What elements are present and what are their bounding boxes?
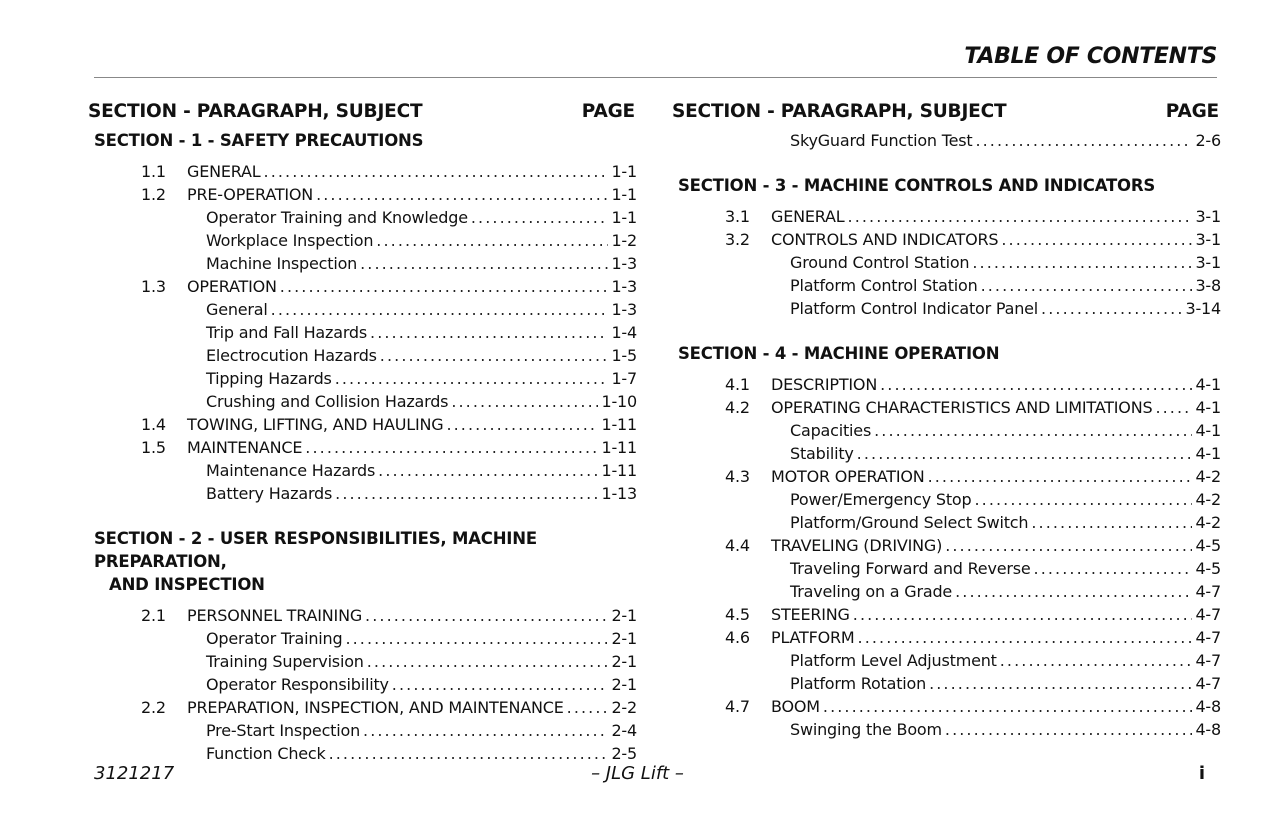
toc-entry[interactable] (672, 534, 1221, 557)
toc-entry-number: 3.1 (725, 207, 750, 226)
dot-leader (370, 321, 608, 344)
toc-entry[interactable] (88, 413, 637, 436)
dot-leader (305, 436, 598, 459)
toc-entry[interactable] (672, 465, 1221, 488)
toc-entry[interactable] (672, 511, 1221, 534)
section-heading-3: SECTION - 3 - MACHINE CONTROLS AND INDICATORS (678, 176, 1156, 195)
toc-entry-title: Machine Inspection (206, 254, 358, 273)
toc-entry-page: 4-7 (1195, 582, 1221, 601)
toc-entry-title: BOOM (771, 697, 820, 716)
toc-entry-page: 4-2 (1195, 490, 1221, 509)
section-heading-2 (88, 527, 637, 596)
toc-entry-title: Traveling on a Grade (790, 582, 953, 601)
toc-entry-number: 4.7 (725, 697, 750, 716)
toc-entry[interactable] (672, 603, 1221, 626)
toc-entry[interactable] (672, 129, 1221, 152)
dot-leader (880, 373, 1192, 396)
dot-leader (823, 695, 1192, 718)
toc-entry[interactable] (88, 696, 637, 719)
section-1-entries (88, 160, 637, 505)
toc-entry[interactable] (88, 160, 637, 183)
toc-entry-title: Pre-Start Inspection (206, 721, 361, 740)
toc-entry-page: 2-2 (611, 698, 637, 717)
toc-entry-title: Platform Rotation (790, 674, 927, 693)
toc-column-left (88, 101, 637, 765)
dot-leader (928, 465, 1192, 488)
column-header-subject: SECTION - PARAGRAPH, SUBJECT (672, 101, 1007, 122)
dot-leader (392, 673, 608, 696)
toc-entry-page: 1-13 (601, 484, 637, 503)
toc-entry-page: 2-1 (611, 606, 637, 625)
section-3-entries (672, 205, 1221, 320)
toc-entry[interactable] (88, 604, 637, 627)
toc-entry-number: 1.3 (141, 277, 166, 296)
toc-entry[interactable] (672, 672, 1221, 695)
dot-leader (853, 603, 1192, 626)
toc-entry[interactable] (88, 742, 637, 765)
dot-leader (848, 205, 1192, 228)
toc-entry-title: GENERAL (187, 162, 261, 181)
toc-entry-page: 3-1 (1195, 253, 1221, 272)
toc-entry-title: STEERING (771, 605, 850, 624)
toc-entry[interactable] (672, 718, 1221, 741)
dot-leader (335, 367, 608, 390)
toc-entry-title: Tipping Hazards (206, 369, 332, 388)
dot-leader (874, 419, 1192, 442)
page-number: i (1198, 763, 1205, 784)
toc-entry[interactable] (672, 396, 1221, 419)
title-rule (94, 77, 1217, 78)
dot-leader (981, 274, 1192, 297)
toc-entry[interactable] (672, 695, 1221, 718)
column-header (88, 101, 637, 129)
toc-entry-page: 1-7 (611, 369, 637, 388)
toc-entry-page: 4-1 (1195, 398, 1221, 417)
dot-leader (376, 229, 608, 252)
toc-entry-page: 4-2 (1195, 513, 1221, 532)
toc-entry-page: 2-4 (611, 721, 637, 740)
toc-entry-title: Operator Responsibility (206, 675, 389, 694)
toc-entry-page: 2-6 (1195, 131, 1221, 150)
toc-entry-title: OPERATING CHARACTERISTICS AND LIMITATIONS (771, 398, 1153, 417)
toc-entry[interactable] (88, 650, 637, 673)
toc-entry-page: 1-11 (601, 438, 637, 457)
toc-entry-page: 1-11 (601, 461, 637, 480)
dot-leader (945, 534, 1192, 557)
dot-leader (280, 275, 608, 298)
toc-entry-page: 4-1 (1195, 421, 1221, 440)
toc-entry-page: 1-1 (611, 185, 637, 204)
dot-leader (264, 160, 608, 183)
toc-entry[interactable] (88, 229, 637, 252)
dot-leader (365, 604, 608, 627)
section-heading-4: SECTION - 4 - MACHINE OPERATION (678, 344, 1000, 363)
dot-leader (363, 719, 608, 742)
toc-entry-number: 2.1 (141, 606, 166, 625)
toc-entry[interactable] (88, 183, 637, 206)
toc-entry-page: 1-2 (611, 231, 637, 250)
toc-entry-page: 1-10 (601, 392, 637, 411)
toc-entry-number: 1.5 (141, 438, 166, 457)
toc-entry-page: 1-1 (611, 162, 637, 181)
dot-leader (316, 183, 608, 206)
toc-entry-title: SkyGuard Function Test (790, 131, 973, 150)
toc-entry-page: 2-5 (611, 744, 637, 763)
toc-entry-title: MAINTENANCE (187, 438, 303, 457)
dot-leader (1031, 511, 1192, 534)
toc-entry-title: Battery Hazards (206, 484, 333, 503)
dot-leader (1034, 557, 1192, 580)
toc-entry-title: Capacities (790, 421, 872, 440)
toc-entry-title: TOWING, LIFTING, AND HAULING (187, 415, 444, 434)
toc-entry-number: 2.2 (141, 698, 166, 717)
toc-entry[interactable] (88, 719, 637, 742)
toc-entry[interactable] (672, 557, 1221, 580)
toc-entry-page: 3-1 (1195, 207, 1221, 226)
dot-leader (380, 344, 608, 367)
toc-entry[interactable] (672, 274, 1221, 297)
toc-entry[interactable] (88, 344, 637, 367)
toc-entry-page: 1-3 (611, 277, 637, 296)
toc-entry-page: 4-7 (1195, 628, 1221, 647)
dot-leader (451, 390, 598, 413)
toc-entry-title: Platform Level Adjustment (790, 651, 997, 670)
dot-leader (945, 718, 1192, 741)
dot-leader (929, 672, 1192, 695)
toc-entry-title: Operator Training (206, 629, 343, 648)
doc-number: 3121217 (94, 763, 175, 784)
dot-leader (446, 413, 598, 436)
toc-entry-number: 4.2 (725, 398, 750, 417)
toc-entry-title: MOTOR OPERATION (771, 467, 925, 486)
toc-entry[interactable] (88, 673, 637, 696)
dot-leader (360, 252, 608, 275)
toc-entry-title: Traveling Forward and Reverse (790, 559, 1031, 578)
section-heading-2-line2: AND INSPECTION (109, 575, 265, 594)
dot-leader (1000, 649, 1192, 672)
toc-entry-page: 1-1 (611, 208, 637, 227)
toc-entry-page: 1-11 (601, 415, 637, 434)
dot-leader (329, 742, 608, 765)
toc-entry-page: 4-1 (1195, 375, 1221, 394)
toc-entry-page: 1-5 (611, 346, 637, 365)
dot-leader (1001, 228, 1192, 251)
toc-entry[interactable] (88, 459, 637, 482)
toc-entry[interactable] (672, 373, 1221, 396)
toc-entry[interactable] (672, 649, 1221, 672)
toc-entry[interactable] (88, 275, 637, 298)
toc-entry-title: PRE-OPERATION (187, 185, 314, 204)
toc-entry-title: Function Check (206, 744, 326, 763)
section-2-entries (88, 604, 637, 765)
toc-entry-title: Platform/Ground Select Switch (790, 513, 1029, 532)
toc-entry-title: General (206, 300, 268, 319)
toc-entry-title: Stability (790, 444, 854, 463)
toc-entry-page: 3-14 (1185, 299, 1221, 318)
toc-entry-page: 2-1 (611, 629, 637, 648)
toc-entry-title: PREPARATION, INSPECTION, AND MAINTENANCE (187, 698, 564, 717)
toc-entry-page: 4-8 (1195, 720, 1221, 739)
toc-entry[interactable] (88, 321, 637, 344)
column-header-page: PAGE (581, 101, 635, 122)
toc-entry-page: 2-1 (611, 675, 637, 694)
toc-entry-number: 3.2 (725, 230, 750, 249)
toc-entry-page: 4-7 (1195, 605, 1221, 624)
dot-leader (271, 298, 608, 321)
toc-entry-page: 4-5 (1195, 559, 1221, 578)
toc-entry[interactable] (672, 488, 1221, 511)
toc-entry-page: 1-3 (611, 254, 637, 273)
toc-entry[interactable] (672, 442, 1221, 465)
toc-entry-title: TRAVELING (DRIVING) (771, 536, 943, 555)
dot-leader (1155, 396, 1192, 419)
toc-entry-page: 2-1 (611, 652, 637, 671)
toc-entry-page: 4-7 (1195, 651, 1221, 670)
toc-entry-page: 4-8 (1195, 697, 1221, 716)
dot-leader (955, 580, 1192, 603)
page-title: TABLE OF CONTENTS (964, 44, 1217, 69)
section-heading-1: SECTION - 1 - SAFETY PRECAUTIONS (94, 131, 424, 150)
toc-entry-page: 1-4 (611, 323, 637, 342)
toc-entry-title: OPERATION (187, 277, 277, 296)
toc-entry-title: Platform Control Indicator Panel (790, 299, 1039, 318)
toc-entry-title: Swinging the Boom (790, 720, 942, 739)
toc-entry-title: Ground Control Station (790, 253, 970, 272)
toc-entry-title: PLATFORM (771, 628, 855, 647)
dot-leader (1041, 297, 1182, 320)
toc-entry-title: Workplace Inspection (206, 231, 374, 250)
toc-entry-title: CONTROLS AND INDICATORS (771, 230, 999, 249)
toc-entry-page: 4-5 (1195, 536, 1221, 555)
toc-entry-title: Training Supervision (206, 652, 364, 671)
toc-entry-title: Crushing and Collision Hazards (206, 392, 449, 411)
toc-entry[interactable] (88, 627, 637, 650)
toc-entry-title: Platform Control Station (790, 276, 978, 295)
toc-entry-page: 4-2 (1195, 467, 1221, 486)
dot-leader (345, 627, 608, 650)
toc-entry-page: 3-8 (1195, 276, 1221, 295)
dot-leader (972, 251, 1192, 274)
toc-entry-number: 4.4 (725, 536, 750, 555)
toc-entry[interactable] (88, 436, 637, 459)
toc-entry-title: PERSONNEL TRAINING (187, 606, 363, 625)
dot-leader (471, 206, 608, 229)
dot-leader (858, 626, 1192, 649)
toc-entry-title: Electrocution Hazards (206, 346, 377, 365)
toc-entry[interactable] (88, 298, 637, 321)
toc-entry-number: 1.2 (141, 185, 166, 204)
toc-entry-page: 4-1 (1195, 444, 1221, 463)
toc-entry-title: GENERAL (771, 207, 845, 226)
toc-entry[interactable] (88, 252, 637, 275)
toc-column-right (672, 101, 1221, 741)
footer-title: – JLG Lift – (591, 763, 684, 784)
toc-entry[interactable] (672, 251, 1221, 274)
toc-entry-title: Trip and Fall Hazards (206, 323, 368, 342)
dot-leader (367, 650, 608, 673)
toc-entry-page: 4-7 (1195, 674, 1221, 693)
toc-entry[interactable] (672, 419, 1221, 442)
toc-entry-number: 1.1 (141, 162, 166, 181)
toc-entry[interactable] (672, 626, 1221, 649)
toc-entry-title: Maintenance Hazards (206, 461, 376, 480)
toc-entry-page: 1-3 (611, 300, 637, 319)
toc-entry[interactable] (88, 390, 637, 413)
dot-leader (975, 129, 1192, 152)
dot-leader (857, 442, 1192, 465)
section-heading-2-line1: SECTION - 2 - USER RESPONSIBILITIES, MACHINE PREPARATION, (94, 529, 537, 571)
toc-entry-number: 1.4 (141, 415, 166, 434)
toc-entry[interactable] (672, 297, 1221, 320)
toc-entry[interactable] (672, 580, 1221, 603)
toc-entry-title: DESCRIPTION (771, 375, 878, 394)
toc-entry[interactable] (88, 206, 637, 229)
toc-entry-page: 3-1 (1195, 230, 1221, 249)
toc-entry-number: 4.3 (725, 467, 750, 486)
toc-entry[interactable] (672, 205, 1221, 228)
toc-entry-number: 4.1 (725, 375, 750, 394)
toc-entry[interactable] (88, 482, 637, 505)
column-header-subject: SECTION - PARAGRAPH, SUBJECT (88, 101, 423, 122)
dot-leader (567, 696, 608, 719)
continued-entries (672, 129, 1221, 152)
toc-entry-number: 4.5 (725, 605, 750, 624)
toc-entry[interactable] (88, 367, 637, 390)
toc-entry-title: Power/Emergency Stop (790, 490, 972, 509)
toc-entry[interactable] (672, 228, 1221, 251)
toc-entry-title: Operator Training and Knowledge (206, 208, 468, 227)
column-header (672, 101, 1221, 129)
dot-leader (378, 459, 598, 482)
dot-leader (974, 488, 1192, 511)
toc-entry-number: 4.6 (725, 628, 750, 647)
column-header-page: PAGE (1165, 101, 1219, 122)
section-4-entries (672, 373, 1221, 741)
dot-leader (335, 482, 598, 505)
